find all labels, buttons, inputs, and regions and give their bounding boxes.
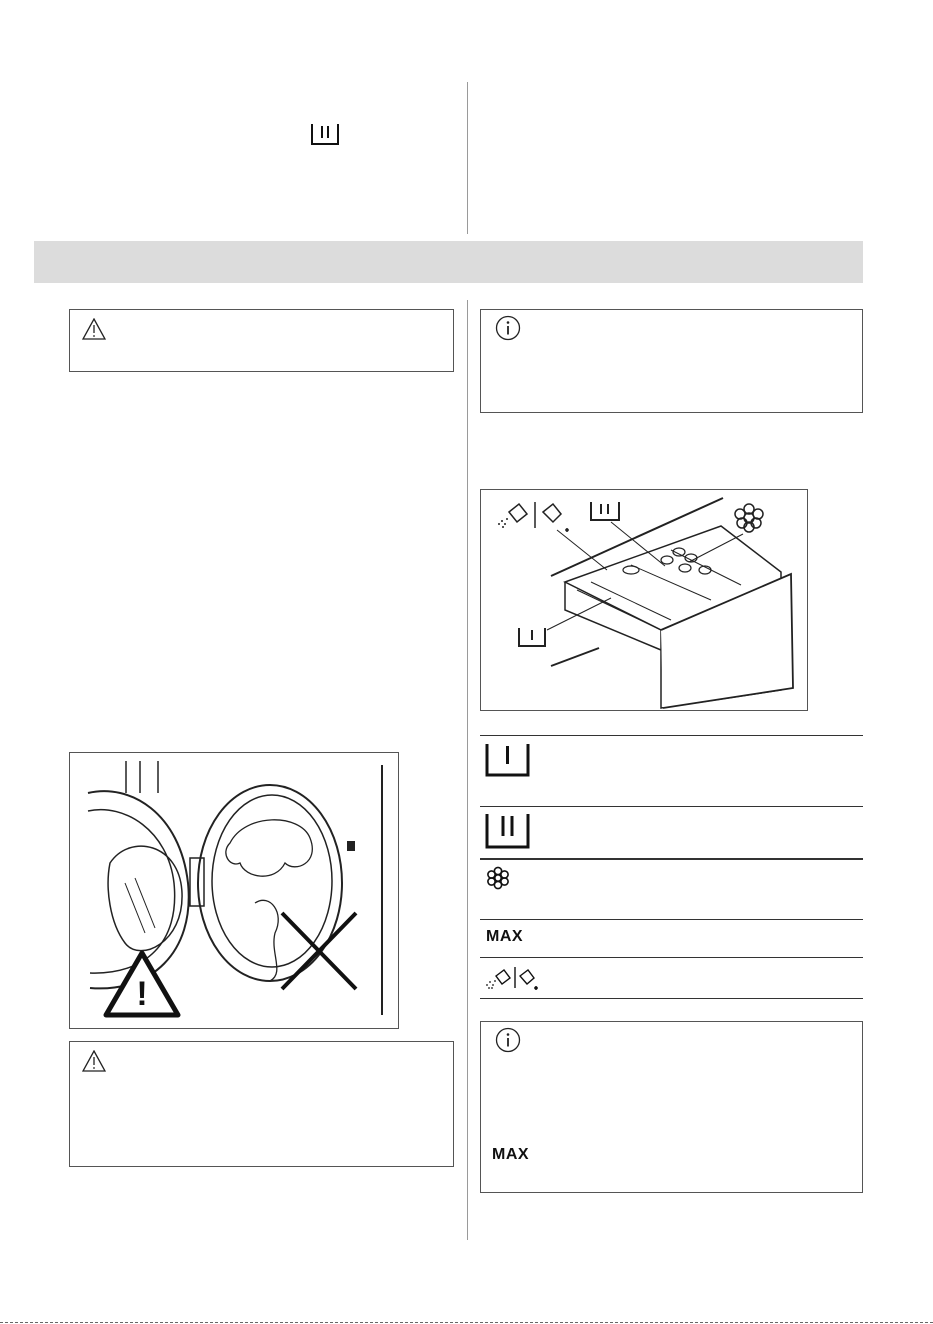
- detergent-dispenser-illustration: [480, 489, 808, 711]
- warning-triangle-icon: [82, 318, 106, 340]
- powder-liquid-detergent-icon: [484, 964, 540, 992]
- warning-box-bottom: [69, 1041, 454, 1167]
- warning-triangle-icon: [82, 1050, 106, 1072]
- drum-door-illustration: [69, 752, 399, 1029]
- info-circle-icon: [495, 1027, 521, 1053]
- table-rule-top: [480, 735, 863, 736]
- compartment-prewash-icon: [484, 742, 532, 778]
- powder-liquid-detergent-icon: [498, 502, 569, 532]
- info-box-bottom: [480, 1021, 863, 1193]
- table-rule: [480, 957, 863, 958]
- max-level-label: MAX: [492, 1146, 530, 1163]
- max-level-label: MAX: [486, 928, 524, 945]
- warning-box-top: [69, 309, 454, 372]
- fabric-softener-flower-icon: [735, 504, 763, 532]
- column-divider-main: [467, 300, 468, 1240]
- compartment-main-wash-icon: [484, 812, 532, 850]
- info-box-top: [480, 309, 863, 413]
- compartment-main-wash-icon: [310, 122, 340, 148]
- compartment-main-wash-icon: [591, 502, 619, 520]
- fabric-softener-flower-icon: [486, 866, 510, 890]
- info-circle-icon: [495, 315, 521, 341]
- table-rule: [480, 806, 863, 807]
- table-rule: [480, 858, 863, 860]
- section-heading-band: [34, 241, 863, 283]
- compartment-prewash-icon: [519, 628, 545, 646]
- page-bottom-rule: [0, 1322, 933, 1323]
- table-rule-bottom: [480, 998, 863, 999]
- column-divider-top: [467, 82, 468, 234]
- svg-text:!: !: [136, 975, 148, 1013]
- table-rule: [480, 919, 863, 920]
